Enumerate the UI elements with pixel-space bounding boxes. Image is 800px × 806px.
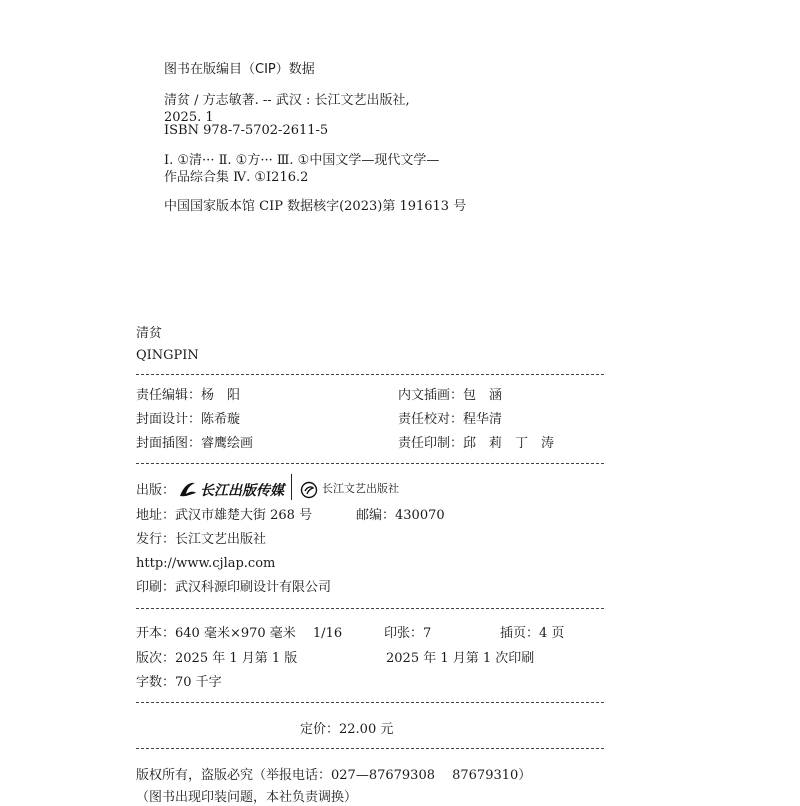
logo-a-text: 长江出版传媒 [200, 483, 284, 499]
cip-heading: 图书在版编目（CIP）数据 [164, 62, 315, 77]
cip-title-line: 清贫 / 方志敏著. -- 武汉 : 长江文艺出版社, [164, 93, 410, 108]
spec-impression: 2025 年 1 月第 1 次印刷 [386, 651, 535, 666]
cip-subject-line-2: 作品综合集 Ⅳ. ①I216.2 [164, 170, 309, 185]
printer: 印刷：武汉科源印刷设计有限公司 [136, 580, 332, 595]
divider [136, 702, 604, 703]
credit-cover-illustration: 封面插图：睿鹰绘画 [136, 436, 254, 451]
spec-edition: 版次：2025 年 1 月第 1 版 [136, 651, 298, 666]
publisher-address: 地址：武汉市雄楚大街 268 号 [136, 508, 313, 523]
copyright-notice: 版权所有，盗版必究（举报电话：027—87679308 87679310） [136, 768, 532, 783]
divider [136, 608, 604, 609]
distributor: 发行：长江文艺出版社 [136, 532, 267, 547]
cip-isbn: ISBN 978-7-5702-2611-5 [164, 123, 329, 138]
changjiang-media-logo [178, 479, 288, 501]
cip-date-line: 2025. 1 [164, 110, 214, 125]
spec-plates: 插页：4 页 [500, 626, 565, 641]
credit-proofreader: 责任校对：程华清 [398, 412, 503, 427]
publisher-postcode: 邮编：430070 [356, 508, 445, 523]
publisher-website-link[interactable]: http://www.cjlap.com [136, 556, 276, 571]
spec-format: 开本：640 毫米×970 毫米 1/16 [136, 626, 343, 641]
price: 定价：22.00 元 [300, 722, 394, 737]
cip-subject-line-1: Ⅰ. ①清··· Ⅱ. ①方··· Ⅲ. ①中国文学—现代文学— [164, 153, 440, 168]
publisher-label: 出版： [136, 483, 176, 498]
changjiang-literature-logo-icon [300, 481, 318, 499]
credit-editor: 责任编辑：杨 阳 [136, 388, 241, 403]
book-title: 清贫 [136, 326, 163, 341]
credit-illustration: 内文插画：包 涵 [398, 388, 503, 403]
spec-sheets: 印张：7 [384, 626, 432, 641]
divider [136, 374, 604, 375]
credit-printing-supervisor: 责任印制：邱 莉 丁 涛 [398, 436, 555, 451]
replacement-note: （图书出现印装问题，本社负责调换） [136, 790, 358, 805]
cip-record-number: 中国国家版本馆 CIP 数据核字(2023)第 191613 号 [164, 199, 467, 214]
divider [136, 748, 604, 749]
logo-separator [291, 474, 292, 500]
spec-word-count: 字数：70 千字 [136, 675, 222, 690]
book-title-pinyin: QINGPIN [136, 348, 199, 363]
changjiang-literature-logo-text: 长江文艺出版社 [322, 482, 399, 495]
credit-cover-design: 封面设计：陈希璇 [136, 412, 241, 427]
divider [136, 463, 604, 464]
